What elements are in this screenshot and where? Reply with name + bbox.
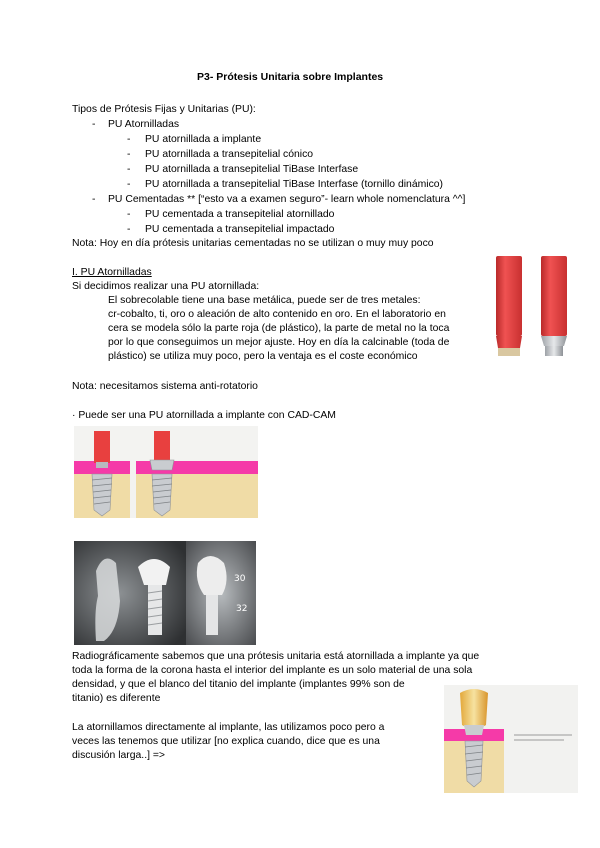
bullet-dash: - (92, 119, 96, 130)
xray-label: 32 (236, 604, 248, 614)
page-title: P3- Prótesis Unitaria sobre Implantes (197, 71, 384, 83)
crown-implant-photo (444, 685, 578, 793)
bullet-dash: - (127, 179, 131, 190)
bullet-dash: - (127, 134, 131, 145)
bullet-dash: - (127, 149, 131, 160)
abutment-illustration (484, 250, 579, 370)
paragraph-line: Radiográficamente sabemos que una prótesis unitaria está atornillada a implante ya que (72, 651, 480, 662)
group-label: PU Cementadas ** [“esto va a examen seguro”- learn whole nomenclatura ^^] (108, 194, 466, 205)
implant-diagram-illustration (74, 426, 258, 518)
note-text: Nota: Hoy en día prótesis unitarias cementadas no se utilizan o muy muy poco (72, 238, 434, 249)
bullet-dash: - (92, 194, 96, 205)
list-item: PU cementada a transepitelial impactado (145, 224, 335, 235)
paragraph-line: cera se modela sólo la parte roja (de plástico), la parte de metal no la toca (108, 323, 450, 334)
list-item: PU atornillada a transepitelial cónico (145, 149, 314, 160)
list-item: PU atornillada a implante (145, 134, 262, 145)
paragraph-line: discusión larga..] => (72, 750, 165, 761)
xray-images (74, 541, 256, 645)
list-item: PU cementada a transepitelial atornillado (145, 209, 335, 220)
paragraph-line: titanio) es diferente (72, 693, 161, 704)
xray-illustration (74, 541, 256, 645)
crown-implant-illustration (444, 685, 578, 793)
paragraph-line: densidad, y que el blanco del titanio del implante (implantes 99% son de (72, 679, 405, 690)
list-item: PU atornillada a transepitelial TiBase Interfase (tornillo dinámico) (145, 179, 444, 190)
xray-label: 30 (234, 574, 246, 584)
bullet-dash: - (127, 209, 131, 220)
intro-text: Tipos de Prótesis Fijas y Unitarias (PU): (72, 104, 256, 115)
group-label: PU Atornilladas (108, 119, 180, 130)
cadcam-text: · Puede ser una PU atornillada a implante con CAD-CAM (72, 410, 336, 421)
section-lead: Si decidimos realizar una PU atornillada: (72, 281, 260, 292)
bullet-dash: - (127, 224, 131, 235)
paragraph-line: cr-cobalto, ti, oro o aleación de alto contenido en oro. En el laboratorio en (108, 309, 446, 320)
paragraph-line: toda la forma de la corona hasta el interior del implante es un solo material de una sola (72, 665, 473, 676)
paragraph-line: La atornillamos directamente al implante, las utilizamos poco pero a (72, 722, 385, 733)
bullet-dash: - (127, 164, 131, 175)
paragraph-line: El sobrecolable tiene una base metálica, puede ser de tres metales: (108, 295, 421, 306)
abutment-photo (484, 250, 579, 370)
paragraph-line: por lo que conseguimos un mejor ajuste. Hoy en día la calcinable (toda de (108, 337, 450, 348)
paragraph-line: plástico) se utiliza muy poco, pero la ventaja es el coste económico (108, 351, 418, 362)
section-heading: I. PU Atornilladas (72, 267, 152, 278)
note-text: Nota: necesitamos sistema anti-rotatorio (72, 381, 258, 392)
implant-diagrams (74, 426, 258, 518)
list-item: PU atornillada a transepitelial TiBase Interfase (145, 164, 359, 175)
paragraph-line: veces las tenemos que utilizar [no explica cuando, dice que es una (72, 736, 380, 747)
